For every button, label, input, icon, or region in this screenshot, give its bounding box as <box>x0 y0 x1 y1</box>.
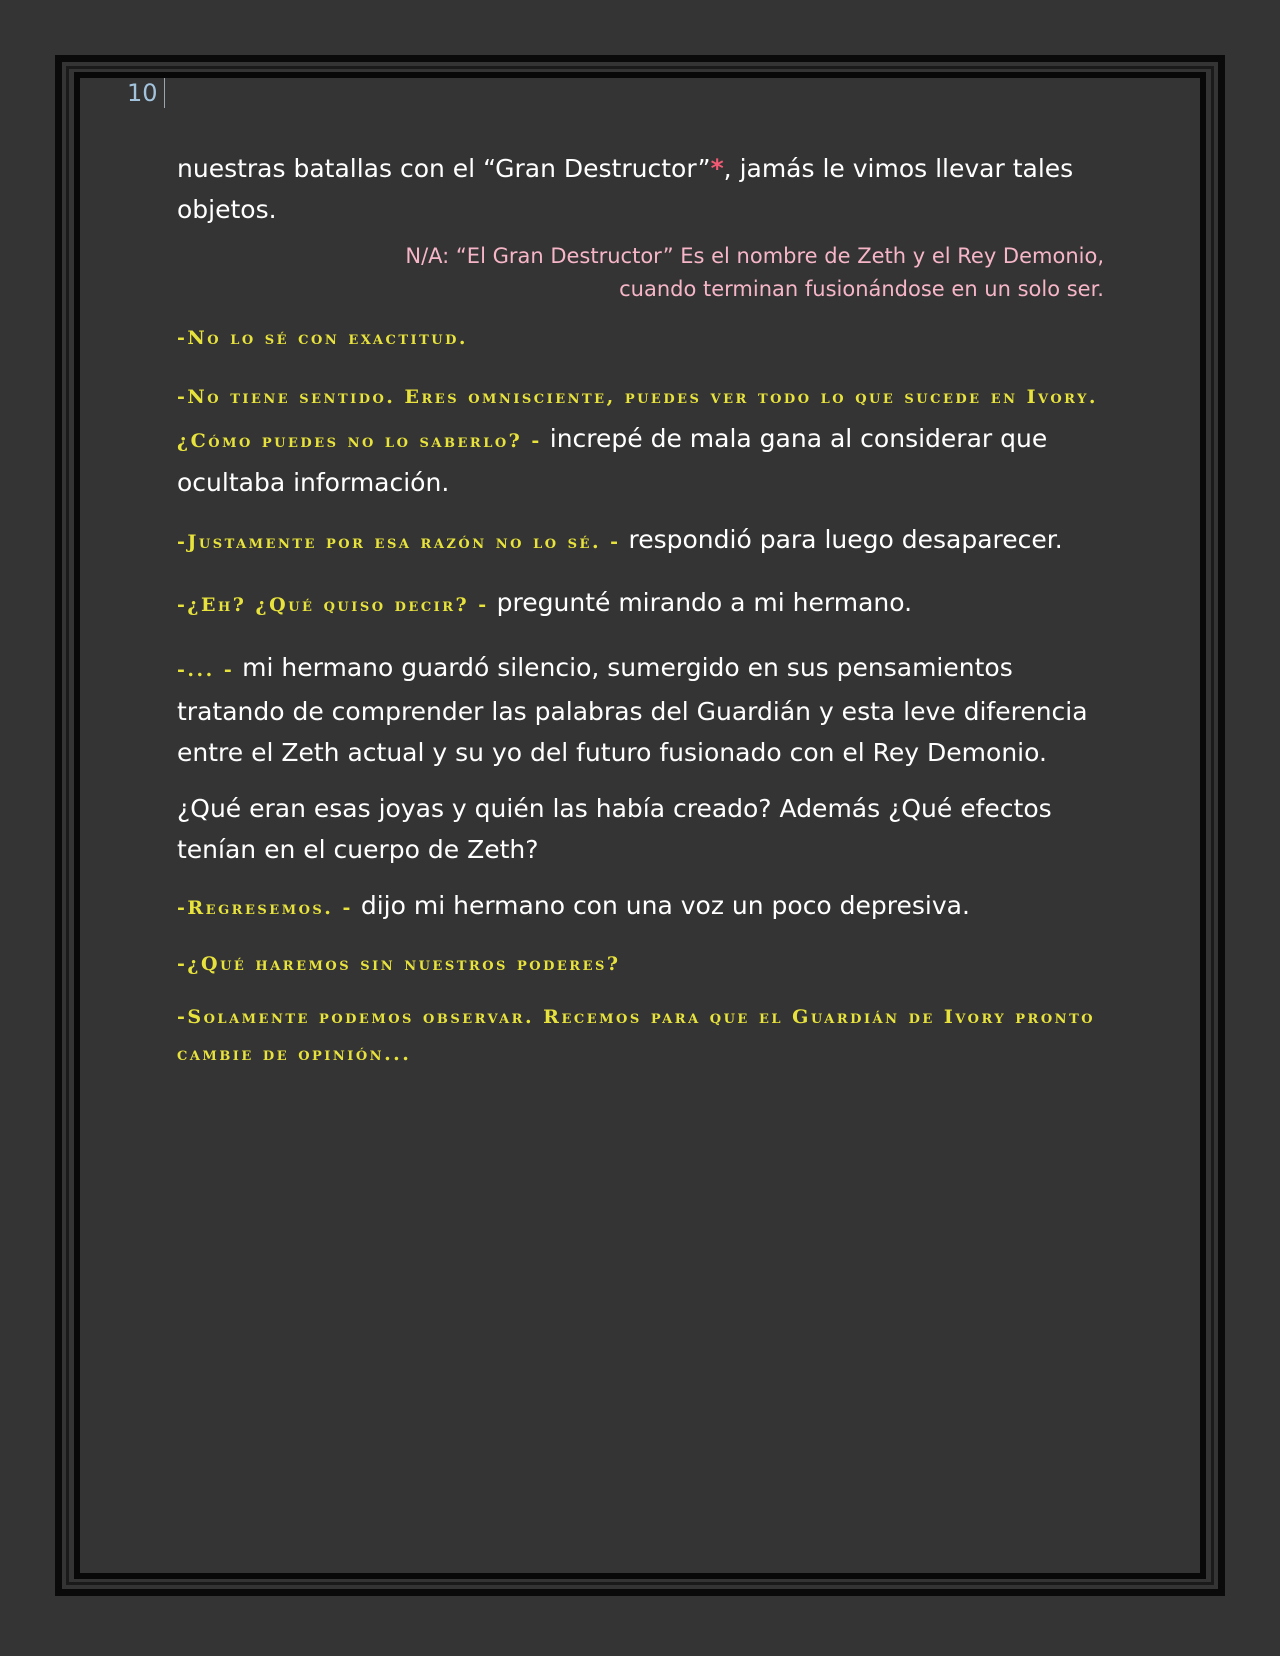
paragraph-continuation <box>177 148 1102 230</box>
dialogue-narration: dijo mi hermano con una voz un poco depresiva. <box>352 891 970 920</box>
dialogue-line-3 <box>177 519 1102 563</box>
author-note <box>177 240 1102 306</box>
footnote-asterisk: * <box>710 154 724 183</box>
dialogue-line-6 <box>177 885 1102 929</box>
author-note-line-1: N/A: “El Gran Destructor” Es el nombre de Zeth y el Rey Demonio, <box>405 244 1104 268</box>
dialogue-line-1: -No lo sé con exactitud. <box>177 327 468 349</box>
dialogue-line-7: -¿Qué haremos sin nuestros poderes? <box>177 953 621 975</box>
dialogue-speech: -... - <box>177 659 235 681</box>
paragraph-text: nuestras batallas con el “Gran Destructor” <box>177 154 711 183</box>
page-body <box>177 148 1102 1073</box>
paragraph-text-rest: , jamás le vimos llevar tales objetos. <box>177 154 1074 224</box>
dialogue-speech: -Justamente por esa razón no lo sé. - <box>177 531 621 553</box>
dialogue-speech: -¿Eh? ¿Qué quiso decir? - <box>177 594 489 616</box>
dialogue-line-2 <box>177 374 1102 503</box>
page-number: 10 <box>127 78 165 108</box>
dialogue-narration: respondió para luego desaparecer. <box>620 525 1063 554</box>
author-note-line-2: cuando terminan fusionándose en un solo ser. <box>619 277 1104 301</box>
dialogue-speech: -No tiene sentido. Eres omnisciente, puedes ver todo lo que sucede en Ivory. ¿Cómo puedes no lo saberlo? - <box>177 386 1098 452</box>
dialogue-narration: pregunté mirando a mi hermano. <box>488 588 913 617</box>
dialogue-line-8: -Solamente podemos observar. Recemos para que el Guardián de Ivory pronto cambie de opinión... <box>177 1006 1096 1065</box>
narration-paragraph: ¿Qué eran esas joyas y quién las había creado? Además ¿Qué efectos tenían en el cuerpo de Zeth? <box>177 794 1052 864</box>
dialogue-narration: mi hermano guardó silencio, sumergido en sus pensamientos tratando de comprender las palabras del Guardián y esta leve diferencia entre el Zeth actual y su yo del futuro fusionado con el Rey Demonio. <box>177 653 1088 767</box>
dialogue-line-4 <box>177 582 1102 626</box>
dialogue-narration: increpé de mala gana al considerar que ocultaba información. <box>177 424 1048 497</box>
dialogue-speech: -Regresemos. - <box>177 897 353 919</box>
dialogue-line-5 <box>177 647 1102 773</box>
